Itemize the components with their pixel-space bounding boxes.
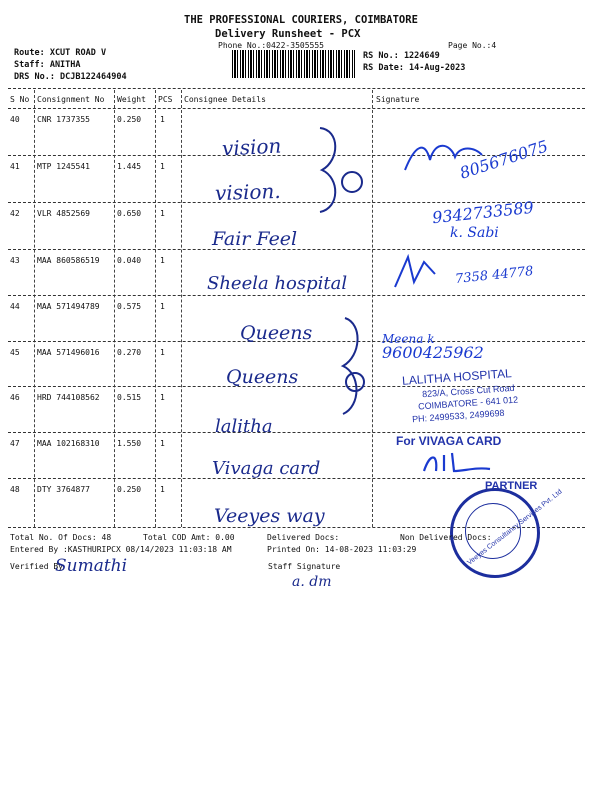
row-sno: 46 (10, 393, 20, 402)
col-pcs: PCS (158, 95, 173, 104)
brace-mark-top (300, 120, 380, 220)
signature-r45-phone: 9600425962 (382, 343, 484, 362)
company-name: THE PROFESSIONAL COURIERS, COIMBATORE (184, 14, 418, 26)
document-title: Delivery Runsheet - PCX (215, 28, 361, 40)
company-seal-text: Veeyes Consultancy Services Pvt. Ltd (466, 488, 564, 567)
signature-r41: 805676075 (457, 136, 551, 183)
signature-r45-name: Meena k (382, 332, 435, 346)
row-sno: 45 (10, 348, 20, 357)
rs-date: RS Date: 14-Aug-2023 (363, 63, 466, 73)
row-sno: 47 (10, 439, 20, 448)
col-consignment: Consignment No (37, 95, 105, 104)
stamp-lalitha-name: LALITHA HOSPITAL (401, 366, 513, 388)
barcode (232, 50, 355, 78)
delivered-docs: Delivered Docs: (267, 533, 340, 542)
handwritten-consignee: vision. (214, 178, 282, 206)
verified-signature: Sumathi (55, 556, 128, 576)
drs-number: DRS No.: DCJB122464904 (14, 72, 127, 82)
stamp-lalitha-phone: PH: 2499533, 2499698 (411, 407, 505, 425)
handwritten-consignee: Queens (240, 322, 313, 344)
row-pcs: 1 (160, 115, 165, 124)
row-consignment: CNR 1737355 (37, 115, 90, 124)
rs-number: RS No.: 1224649 (363, 51, 440, 61)
phone-number: Phone No.:0422-3505555 (218, 41, 324, 50)
row-weight: 1.445 (117, 162, 142, 171)
verified-label: Verified By (10, 562, 63, 571)
table-row (8, 115, 188, 127)
row-consignment: VLR 4852569 (37, 209, 90, 218)
row-pcs: 1 (160, 302, 165, 311)
row-pcs: 1 (160, 256, 165, 265)
printed-on: Printed On: 14-08-2023 11:03:29 (267, 545, 417, 554)
table-row (8, 439, 188, 451)
row-weight: 0.270 (117, 348, 142, 357)
row-pcs: 1 (160, 348, 165, 357)
staff-signature: a. dm (292, 574, 332, 590)
row-sno: 43 (10, 256, 20, 265)
handwritten-consignee: lalitha (215, 416, 273, 437)
row-weight: 0.250 (117, 115, 142, 124)
row-weight: 0.515 (117, 393, 142, 402)
table-row (8, 302, 188, 314)
col-sno: S No (10, 95, 30, 104)
stamp-partner: PARTNER (485, 480, 538, 492)
table-row (8, 485, 188, 497)
row-sno: 44 (10, 302, 20, 311)
row-consignment: HRD 744108562 (37, 393, 100, 402)
header-bottom-rule (8, 108, 585, 109)
row-divider (8, 432, 585, 433)
signature-r43: 7358 44778 (454, 263, 535, 288)
row-weight: 0.040 (117, 256, 142, 265)
handwritten-consignee: vision (221, 133, 282, 161)
total-docs: Total No. Of Docs: 48 (10, 533, 112, 542)
signature-r42-phone: 9342733589 (431, 197, 535, 228)
route: Route: XCUT ROAD V (14, 48, 107, 58)
signature-r42-name: k. Sabi (450, 225, 499, 241)
row-consignment: MTP 1245541 (37, 162, 90, 171)
handwritten-consignee: Queens (226, 366, 299, 388)
row-pcs: 1 (160, 485, 165, 494)
stamp-lalitha-address: 823/A, Cross Cut Road (421, 382, 515, 400)
row-pcs: 1 (160, 439, 165, 448)
signature-scribble (420, 449, 500, 477)
row-weight: 0.650 (117, 209, 142, 218)
row-weight: 1.550 (117, 439, 142, 448)
row-sno: 42 (10, 209, 20, 218)
row-sno: 40 (10, 115, 20, 124)
entered-by: Entered By :KASTHURIPCX 08/14/2023 11:03:18 AM (10, 545, 232, 554)
handwritten-consignee: Sheela hospital (207, 273, 348, 294)
row-sno: 41 (10, 162, 20, 171)
table-row (8, 348, 188, 360)
row-consignment: MAA 571494789 (37, 302, 100, 311)
table-row (8, 393, 188, 405)
staff: Staff: ANITHA (14, 60, 81, 70)
staff-signature-label: Staff Signature (268, 562, 341, 571)
row-consignment: DTY 3764877 (37, 485, 90, 494)
row-consignment: MAA 860586519 (37, 256, 100, 265)
row-consignment: MAA 571496016 (37, 348, 100, 357)
col-signature: Signature (376, 95, 420, 104)
row-pcs: 1 (160, 162, 165, 171)
signature-scribble (390, 252, 440, 292)
table-row (8, 256, 188, 268)
total-cod: Total COD Amt: 0.00 (143, 533, 235, 542)
row-weight: 0.575 (117, 302, 142, 311)
row-sno: 48 (10, 485, 20, 494)
stamp-vivaga: For VIVAGA CARD (396, 434, 502, 448)
col-consignee: Consignee Details (184, 95, 266, 104)
brace-mark-bottom (325, 310, 395, 420)
row-consignment: MAA 102168310 (37, 439, 100, 448)
row-pcs: 1 (160, 209, 165, 218)
table-row (8, 209, 188, 221)
non-delivered-docs: Non Delivered Docs: (400, 533, 492, 542)
handwritten-consignee: Veeyes way (214, 505, 325, 527)
page-number: Page No.:4 (448, 41, 497, 50)
row-pcs: 1 (160, 393, 165, 402)
header-top-rule (8, 88, 585, 89)
stamp-lalitha-city: COIMBATORE - 641 012 (417, 394, 519, 412)
row-weight: 0.250 (117, 485, 142, 494)
handwritten-consignee: Fair Feel (212, 228, 298, 250)
table-row (8, 162, 188, 174)
col-weight: Weight (117, 95, 146, 104)
handwritten-consignee: Vivaga card (212, 458, 321, 479)
row-divider (8, 295, 585, 296)
